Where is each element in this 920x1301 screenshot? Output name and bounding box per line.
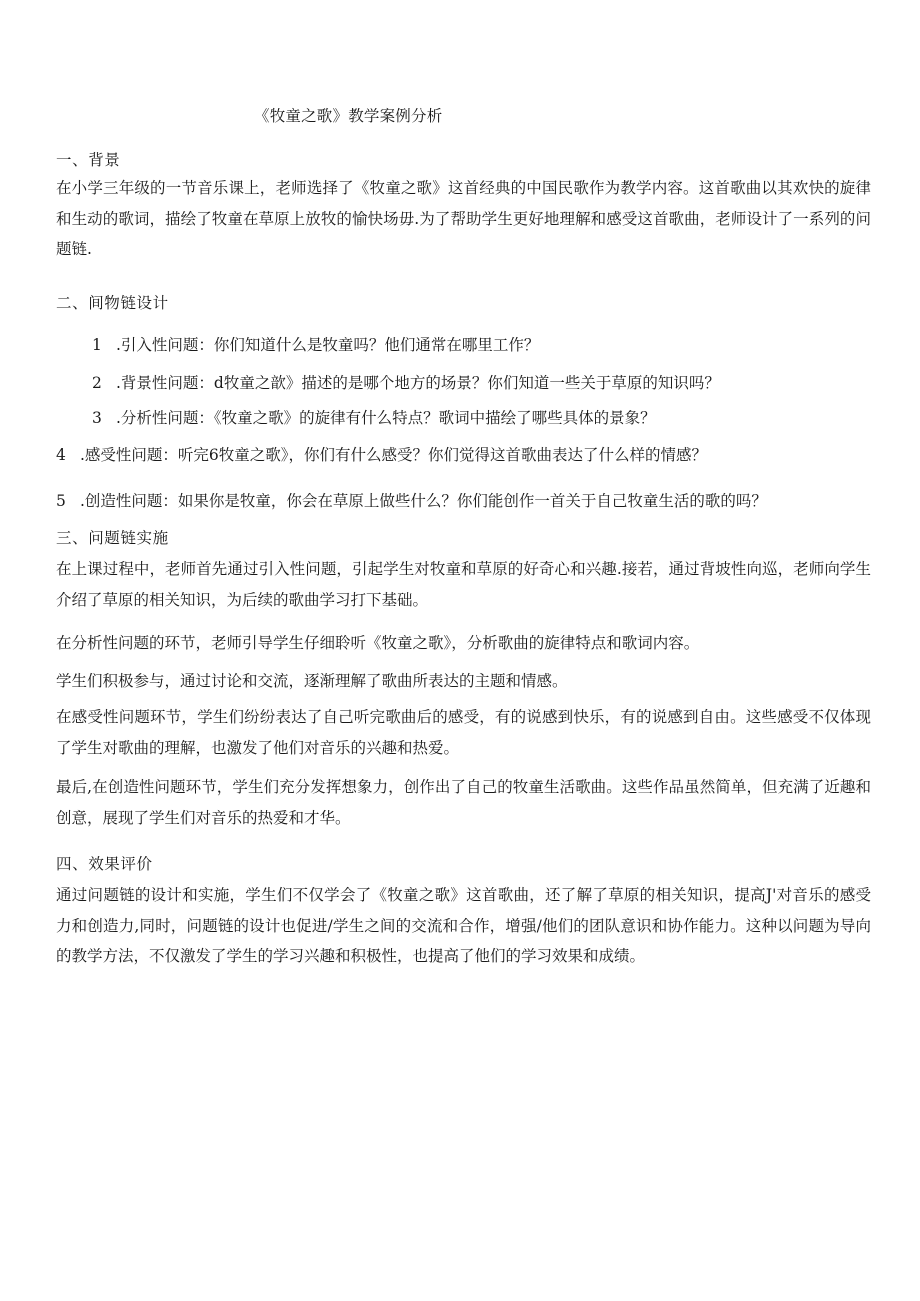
section-heading-question-chain-design: 二、间物链设计 [56, 294, 169, 312]
implementation-paragraph: 最后,在创造性问题环节，学生们充分发挥想象力，创作出了自己的牧童生活歌曲。这些作品虽然简单，但充满了近趣和创意，展现了学生们对音乐的热爱和才华。 [56, 778, 871, 827]
evaluation-paragraph: 通过问题链的设计和实施，学生们不仅学会了《牧童之歌》这首歌曲，还了解了草原的相关知识，提高J'对音乐的感受力和创造力,同时，问题链的设计也促进/学生之间的交流和合作，增强/他们的团队意识和协作能力。这种以问题为导向的教学方法，不仅激发了学生的学习兴趣和积极性，也提高了他们的学习效果和成绩。 [56, 886, 871, 965]
implementation-paragraph: 在分析性问题的环节，老师引导学生仔细聆听《牧童之歌》，分析歌曲的旋律特点和歌词内容。 [56, 634, 700, 652]
list-item-number: 3 [92, 409, 102, 427]
list-item [92, 371, 720, 393]
document-title: 《牧童之歌》教学案例分析 [254, 107, 443, 125]
section-heading-background: 一、背景 [56, 151, 121, 169]
list-item-number: 1 [92, 336, 102, 354]
list-item-text: .感受性问题：听完6牧童之歌》，你们有什么感受？你们觉得这首歌曲表达了什么样的情感？ [80, 446, 708, 464]
implementation-paragraph: 在感受性问题环节，学生们纷纷表达了自己听完歌曲后的感受，有的说感到快乐，有的说感到自由。这些感受不仅体现了学生对歌曲的理解，也激发了他们对音乐的兴趣和热爱。 [56, 708, 871, 757]
list-item-number: 4 [56, 446, 66, 464]
list-item-text: .引入性问题：你们知道什么是牧童吗？他们通常在哪里工作？ [116, 336, 540, 354]
list-item [56, 443, 707, 465]
list-item [92, 406, 656, 428]
list-item-text: .创造性问题：如果你是牧童，你会在草原上做些什么？你们能创作一首关于自己牧童生活的歌的吗？ [80, 492, 767, 510]
implementation-paragraph: 在上课过程中，老师首先通过引入性问题，引起学生对牧童和草原的好奇心和兴趣.接若，通过背坡性向巡，老师向学生介绍了草原的相关知识，为后续的歌曲学习打下基础。 [56, 560, 871, 609]
list-item [92, 333, 539, 355]
implementation-paragraph: 学生们积极参与，通过讨论和交流，逐渐理解了歌曲所表达的主题和情感。 [56, 672, 568, 690]
background-paragraph: 在小学三年级的一节音乐课上，老师选择了《牧童之歌》这首经典的中国民歌作为教学内容。这首歌曲以其欢快的旋律和生动的歌词，描绘了牧童在草原上放牧的愉快场毋.为了帮助学生更好地理解和感受这首歌曲，老师设计了一系列的问题链. [56, 179, 871, 258]
section-heading-implementation: 三、问题链实施 [56, 529, 169, 547]
list-item-number: 2 [92, 374, 102, 392]
list-item-text: .背景性问题：d牧童之歆》描述的是哪个地方的场景？你们知道一些关于草原的知识吗？ [116, 374, 720, 392]
section-heading-evaluation: 四、效果评价 [56, 855, 153, 873]
list-item [56, 489, 767, 511]
list-item-text: .分析性问题：《牧童之歌》的旋律有什么特点？歌词中描绘了哪些具体的景象？ [116, 409, 656, 427]
list-item-number: 5 [56, 492, 66, 510]
